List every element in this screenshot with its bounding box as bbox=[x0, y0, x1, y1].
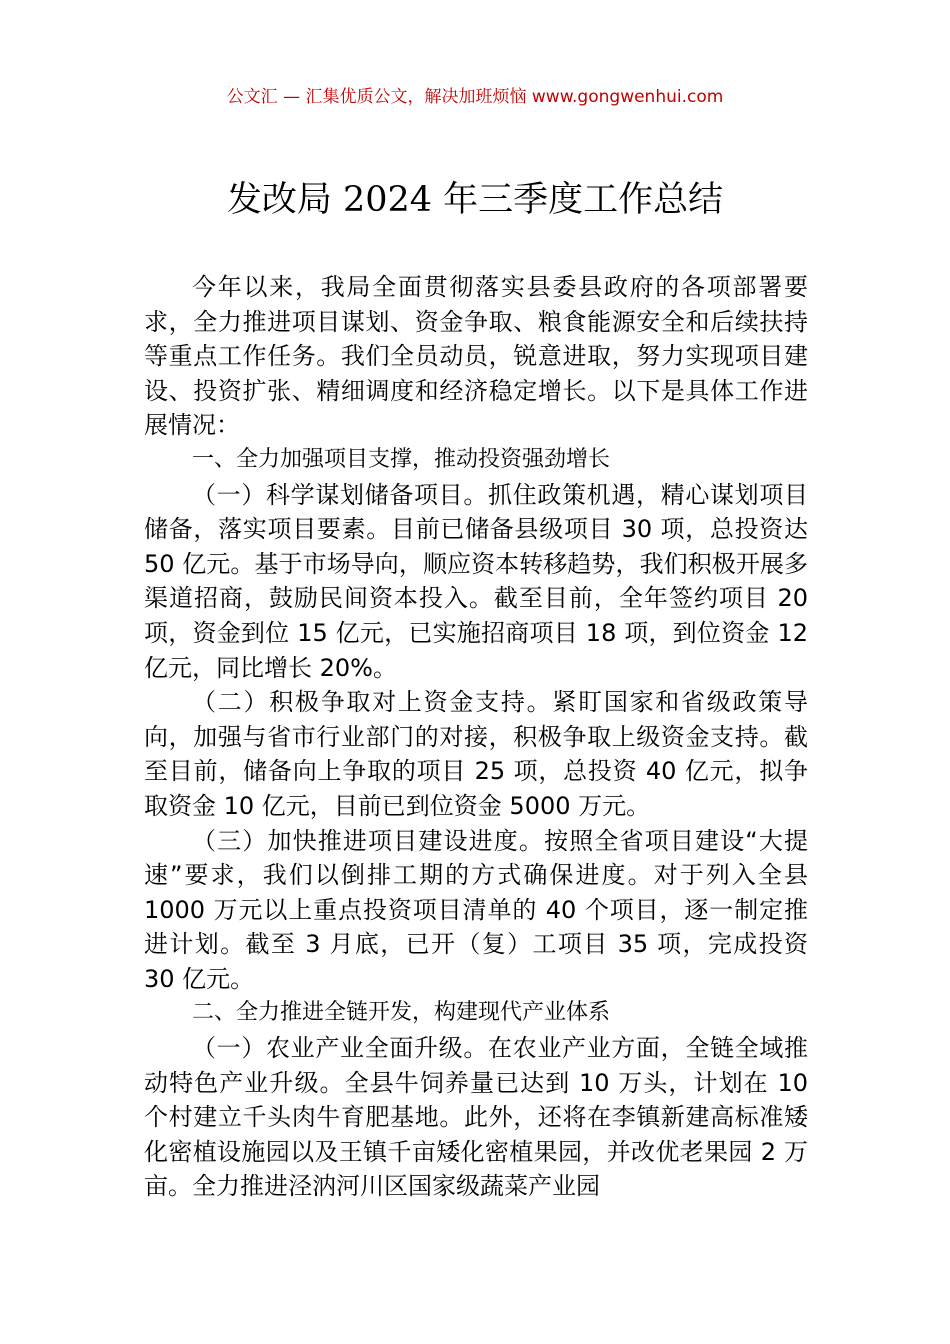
document-title: 发改局 2024 年三季度工作总结 bbox=[226, 180, 724, 220]
paragraph-1-2: （二）积极争取对上资金支持。紧盯国家和省级政策导向，加强与省市行业部门的对接，积极争取上级资金支持。截至目前，储备向上争取的项目 25 项，总投资 40 亿元，拟争取资金 10 亿元，目前已到位资金 5000 万元。 bbox=[144, 688, 808, 820]
section-heading-1: 一、全力加强项目支撑，推动投资强劲增长 bbox=[192, 446, 611, 472]
document-body bbox=[144, 270, 808, 1204]
paragraph-2-1: （一）农业产业全面升级。在农业产业方面，全链全域推动特色产业升级。全县牛饲养量已达到 10 万头，计划在 10 个村建立千头肉牛育肥基地。此外，还将在李镇新建高标准矮化密植设施园以及王镇千亩矮化密植果园，并改优老果园 2 万亩。全力推进泾汭河川区国家级蔬菜产业园 bbox=[144, 1034, 808, 1201]
paragraph-1-3: （三）加快推进项目建设进度。按照全省项目建设“大提速”要求，我们以倒排工期的方式确保进度。对于列入全县 1000 万元以上重点投资项目清单的 40 个项目，逐一制定推进计划。截至 3 月底，已开（复）工项目 35 项，完成投资 30 亿元。 bbox=[144, 826, 808, 993]
section-heading-2: 二、全力推进全链开发，构建现代产业体系 bbox=[192, 1000, 611, 1026]
header-banner: 公文汇 — 汇集优质公文，解决加班烦恼 www.gongwenhui.com bbox=[226, 87, 724, 107]
paragraph-1-1: （一）科学谋划储备项目。抓住政策机遇，精心谋划项目储备，落实项目要素。目前已储备县级项目 30 项，总投资达 50 亿元。基于市场导向，顺应资本转移趋势，我们积极开展多渠道招商，鼓励民间资本投入。截至目前，全年签约项目 20 项，资金到位 15 亿元，已实施招商项目 18 项，到位资金 12 亿元，同比增长 20%。 bbox=[144, 480, 808, 682]
intro-paragraph: 今年以来，我局全面贯彻落实县委县政府的各项部署要求，全力推进项目谋划、资金争取、粮食能源安全和后续扶持等重点工作任务。我们全员动员，锐意进取，努力实现项目建设、投资扩张、精细调度和经济稳定增长。以下是具体工作进展情况： bbox=[144, 273, 808, 440]
